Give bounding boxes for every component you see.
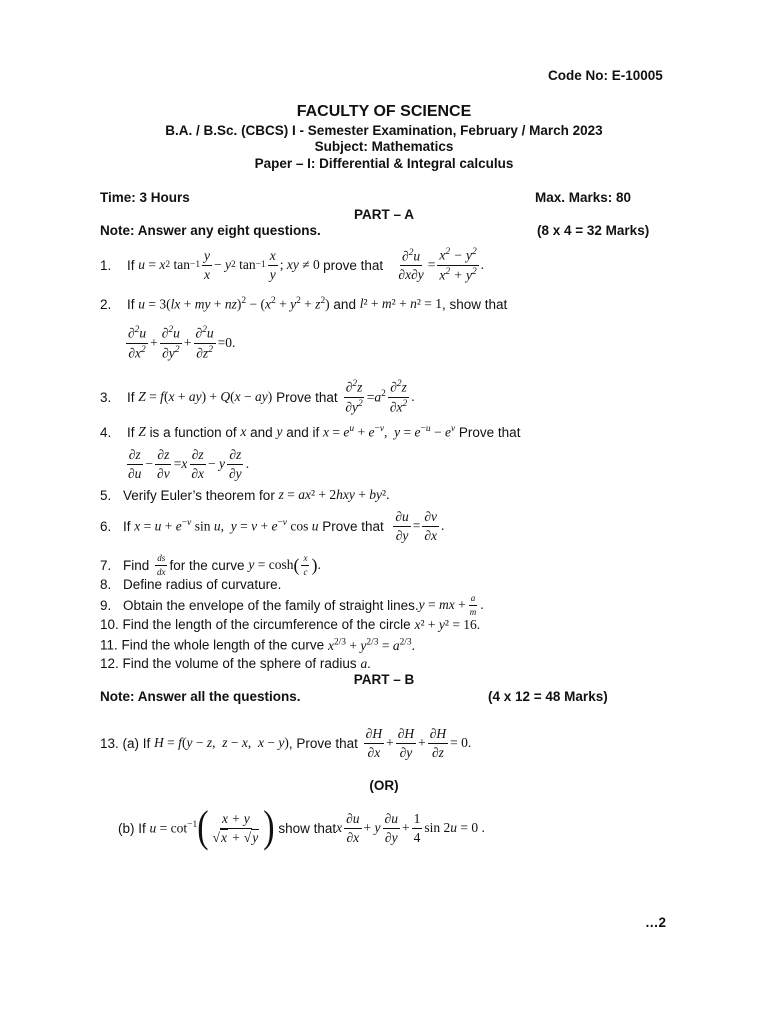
question-8: 8. Define radius of curvature.	[100, 577, 282, 592]
part-b-marks: (4 x 12 = 48 Marks)	[488, 689, 608, 704]
part-b-note: Note: Answer all the questions.	[100, 689, 301, 704]
question-6: 6. If $x = u + e^{-v}$ sin u, $y = v + e^{-v}$ cos u Prove that $\frac{\partial u}{\partial y}$ = $\frac{\partial v}{\partial x}$ .	[100, 508, 445, 543]
max-marks-label: Max. Marks: 80	[535, 190, 632, 205]
question-3: 3. If Z = f(x + ay) + Q(x − ay) Prove that $\frac{\partial^2z}{\partial y^2}$ $=a^2$ $\frac{\partial^2z}{\partial x^2}$ .	[100, 379, 415, 414]
continued-marker: …2	[645, 915, 667, 930]
question-4-formula: $\frac{\partial z}{\partial u}$ − $\frac{\partial z}{\partial v}$ =x $\frac{\partial z}{\partial x}$ − y $\frac{\partial z}{\partial y}$ .	[128, 446, 250, 481]
part-b-title: PART – B	[353, 672, 415, 687]
time-label: Time: 3 Hours	[100, 190, 190, 205]
q1-formula: u	[138, 257, 146, 272]
part-a-note: Note: Answer any eight questions.	[100, 223, 321, 238]
part-a-marks: (8 x 4 = 32 Marks)	[537, 223, 650, 238]
question-13a: 13. (a) If H = f(y − z, z − x, x − y) , Prove that $\frac{\partial H}{\partial x}$ + $\frac{\partial H}{\partial y}$ + $\frac{\partial H}{\partial z}$ = 0.	[100, 725, 472, 760]
faculty-title: FACULTY OF SCIENCE	[296, 103, 472, 120]
question-13b: (b) If $u = \cot^{-1}$ ( $\frac{x + y}{√x + √y}$ ) show that x $\frac{\partial u}{\partial x}$ + y $\frac{\partial u}{\partial y}$ + $\frac{1}{4}$ sin 2u = 0 .	[118, 803, 485, 852]
question-11: 11. Find the whole length of the curve $x^{2/3} + y^{2/3} = a^{2/3}$.	[100, 637, 415, 653]
paper-line: Paper – I: Differential & Integral calculus	[254, 156, 514, 171]
part-a-title: PART – A	[353, 207, 414, 222]
exam-title: B.A. / B.Sc. (CBCS) I - Semester Examination, February / March 2023	[165, 123, 603, 138]
or-separator: (OR)	[369, 778, 399, 793]
subject-line: Subject: Mathematics	[314, 139, 454, 154]
question-2: 2. If u = 3(lx + my + $nz)^2 - (x^2 + y^2 + z^2)$ and l² + m² + n² = 1 , show that	[100, 296, 508, 312]
question-9: 9. Obtain the envelope of the family of straight lines. y = mx + $\frac{a}{m}$ .	[100, 593, 484, 617]
question-2-formula: $\frac{\partial^2u}{\partial x^2}$ + $\frac{\partial^2u}{\partial y^2}$ + $\frac{\partial^2u}{\partial z^2}$ =0.	[128, 325, 236, 360]
question-10: 10. Find the length of the circumference of the circle x² + y² = 16.	[100, 617, 481, 632]
question-7: 7. Find $\frac{ds}{dx}$ for the curve y = cosh ( $\frac{x}{c}$ ) .	[100, 553, 321, 577]
code-number: Code No: E-10005	[548, 68, 663, 83]
question-4: 4. If Z is a function of x and y and if $x = e^u + e^{-v}$, $y = e^{-u} - e^v$ Prove that	[100, 424, 521, 440]
question-1: 1. If u = x 2 tan −1 $\frac{y}{x}$ − y 2 tan −1 $\frac{x}{y}$ ; xy ≠ 0 prove that $\frac{\partial^2u}{\partial x\partial y}$ = $\frac{x^2 - y^2}{x^2 + y^2}$ .	[100, 247, 485, 282]
question-5: 5. Verify Euler’s theorem for z = ax² + 2hxy + by².	[100, 487, 390, 503]
question-12: 12. Find the volume of the sphere of radius a.	[100, 656, 371, 671]
